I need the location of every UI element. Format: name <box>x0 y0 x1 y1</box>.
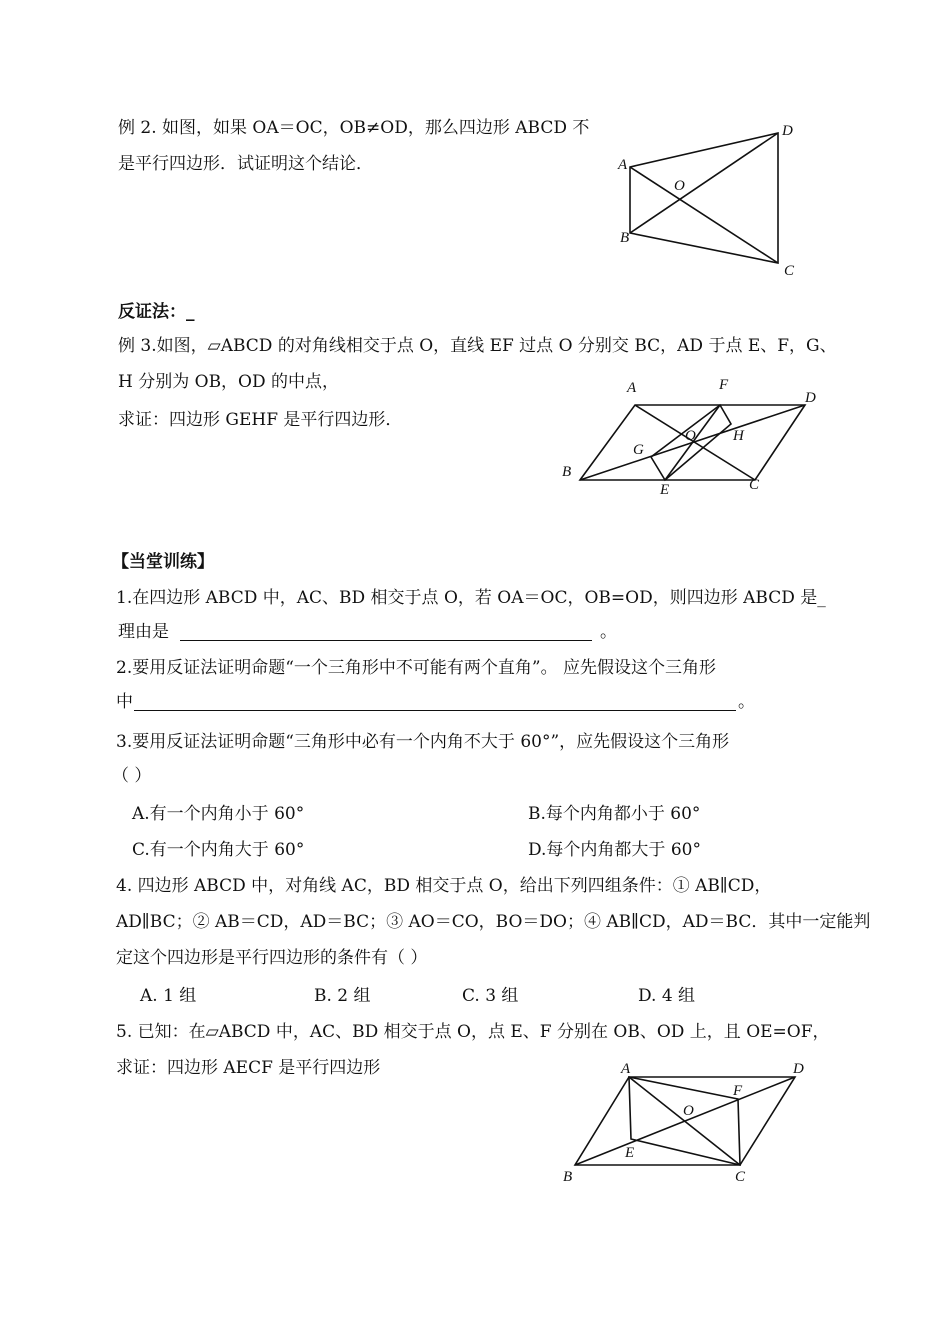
q3-answer-paren: （ ） <box>112 766 152 786</box>
label-a: A <box>621 1061 631 1077</box>
q3-option-a: A.有一个内角小于 60° <box>132 804 305 824</box>
label-b: B <box>563 1169 573 1185</box>
example2-line2: 是平行四边形．试证明这个结论． <box>118 154 373 174</box>
label-d: D <box>805 390 816 406</box>
practice-heading: 【当堂训练】 <box>112 552 214 572</box>
q4-option-b: B. 2 组 <box>314 986 371 1006</box>
label-b: B <box>562 464 572 480</box>
example3-figure <box>555 372 830 497</box>
q2-line2-prefix: 中 <box>116 692 133 712</box>
q2-line1: 2.要用反证法证明命题“一个三角形中不可能有两个直角”。 应先假设这个三角形 <box>116 658 717 678</box>
label-h: H <box>733 428 744 444</box>
example3-line1: 例 3.如图，▱ABCD 的对角线相交于点 O，直线 EF 过点 O 分别交 BC，AD 于点 E、F，G、 <box>118 336 837 356</box>
quad-abcd <box>630 133 778 263</box>
example2-figure <box>610 115 810 285</box>
q5-line2: 求证：四边形 AECF 是平行四边形 <box>116 1058 381 1078</box>
label-o: O <box>685 428 696 444</box>
q4-option-c: C. 3 组 <box>462 986 519 1006</box>
example3-line2: H 分别为 OB，OD 的中点， <box>118 372 340 392</box>
label-g: G <box>633 442 644 458</box>
q4-line1: 4. 四边形 ABCD 中，对角线 AC，BD 相交于点 O，给出下列四组条件：① AB∥CD， <box>116 876 772 896</box>
label-d: D <box>793 1061 804 1077</box>
label-c: C <box>784 263 795 279</box>
q3-option-c: C.有一个内角大于 60° <box>132 840 305 860</box>
diagonal-bd <box>630 133 778 233</box>
label-c: C <box>749 477 760 493</box>
label-a: A <box>618 157 628 173</box>
q4-option-a: A. 1 组 <box>140 986 197 1006</box>
label-b: B <box>620 230 630 246</box>
q5-figure <box>555 1055 820 1190</box>
label-o: O <box>683 1103 694 1119</box>
q3-line1: 3.要用反证法证明命题“三角形中必有一个内角不大于 60°”，应先假设这个三角形 <box>116 732 730 752</box>
label-a: A <box>627 380 637 396</box>
q5-line1: 5. 已知：在▱ABCD 中，AC、BD 相交于点 O，点 E、F 分别在 OB、OD 上，且 OE=OF， <box>116 1022 830 1042</box>
label-f: F <box>733 1083 743 1099</box>
q1-answer-blank[interactable] <box>180 640 592 641</box>
proof-method-heading: 反证法：_ <box>118 302 195 322</box>
label-f: F <box>719 377 729 393</box>
label-e: E <box>660 482 670 497</box>
example2-line1: 例 2. 如图，如果 OA＝OC，OB≠OD，那么四边形 ABCD 不 <box>118 118 590 138</box>
q1-line2-prefix: 理由是 <box>118 622 169 642</box>
label-d: D <box>782 123 793 139</box>
q2-answer-blank[interactable] <box>134 710 736 711</box>
label-o: O <box>674 178 685 194</box>
q4-line2: AD∥BC；② AB＝CD，AD＝BC；③ AO＝CO，BO＝DO；④ AB∥CD，AD＝BC．其中一定能判 <box>116 912 871 932</box>
q3-option-d: D.每个内角都大于 60° <box>528 840 701 860</box>
label-e: E <box>625 1145 635 1161</box>
q4-line3: 定这个四边形是平行四边形的条件有（ ） <box>116 948 428 968</box>
q1-line1: 1.在四边形 ABCD 中，AC、BD 相交于点 O，若 OA＝OC，OB=OD，则四边形 ABCD 是_ <box>116 588 826 608</box>
q2-line2-suffix: 。 <box>738 692 755 712</box>
q1-line2-suffix: 。 <box>600 622 617 642</box>
label-c: C <box>735 1169 746 1185</box>
example3-line3: 求证：四边形 GEHF 是平行四边形． <box>118 410 403 430</box>
q3-option-b: B.每个内角都小于 60° <box>528 804 701 824</box>
q4-option-d: D. 4 组 <box>638 986 696 1006</box>
